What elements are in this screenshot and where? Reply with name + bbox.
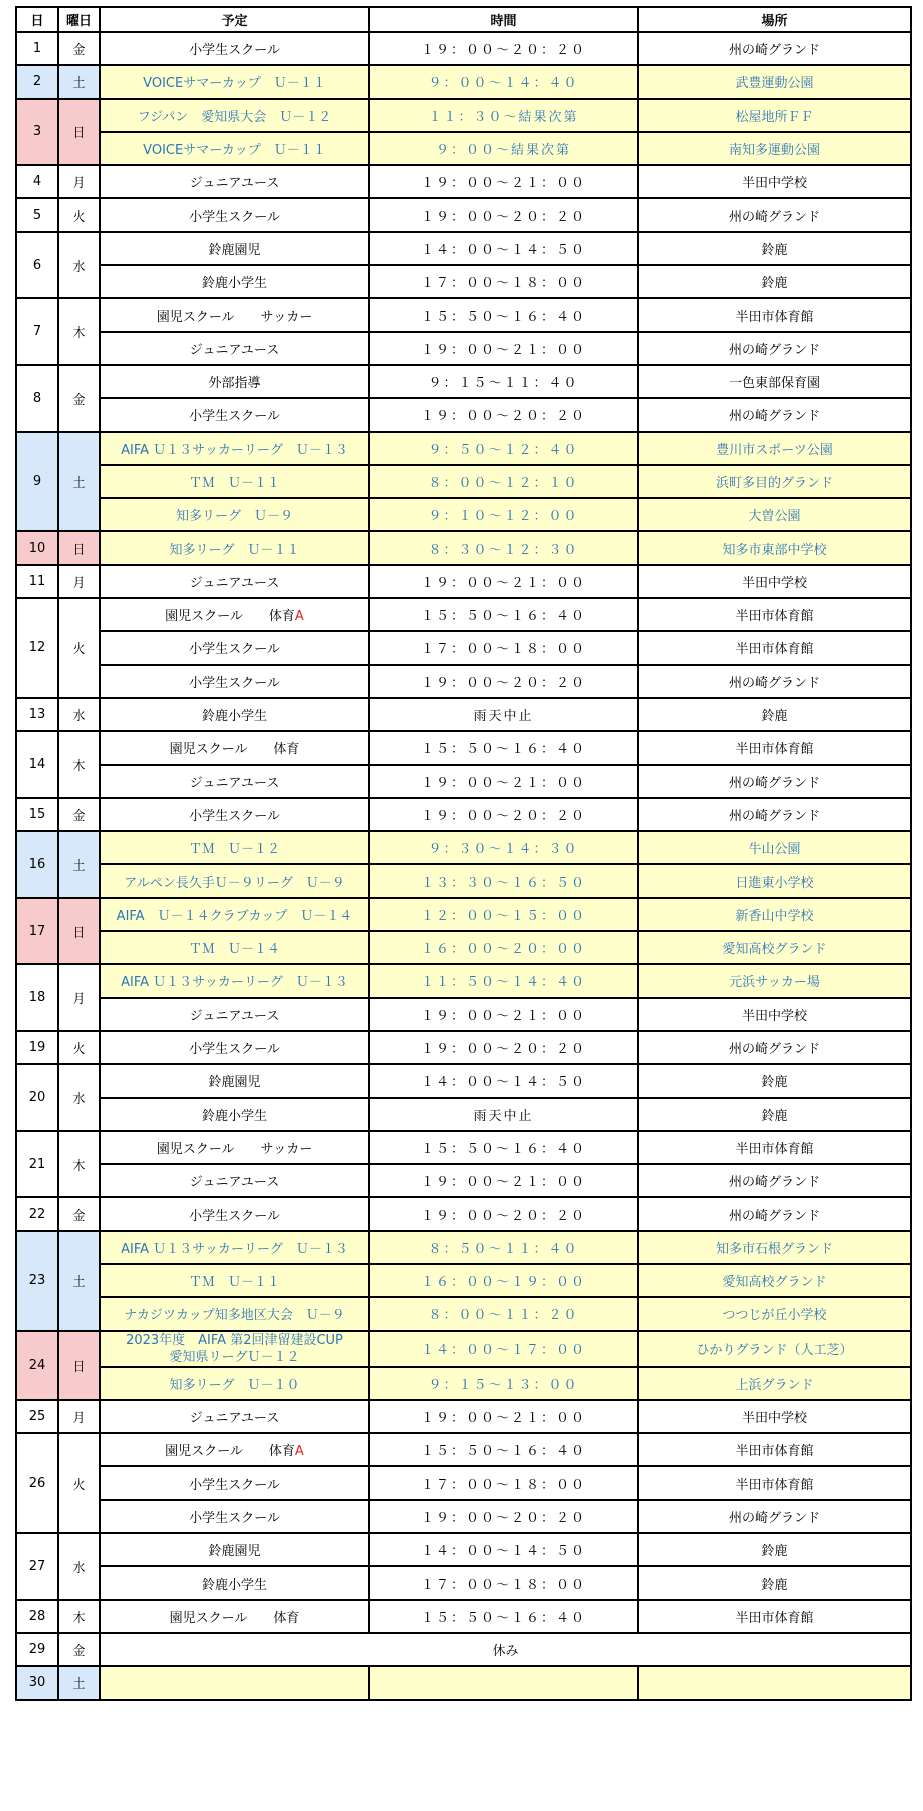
event-line-1: 2023年度 AIFA 第2回津留建設CUP xyxy=(126,1332,343,1348)
time-cell: ８：００～１２：１０ xyxy=(369,465,638,498)
time-cell: １２：００～１５：００ xyxy=(369,898,638,931)
event-cell: 知多リーグ Ｕ－１０ xyxy=(100,1367,369,1400)
time-cell: ８：３０～１２：３０ xyxy=(369,531,638,564)
place-cell: 半田中学校 xyxy=(638,1400,911,1433)
table-row xyxy=(16,798,911,831)
event-cell: ジュニアユース xyxy=(100,332,369,365)
weekday-cell: 月 xyxy=(58,964,100,1031)
event-cell: 小学生スクール xyxy=(100,1500,369,1533)
weekday-cell: 月 xyxy=(58,565,100,598)
place-cell: 半田中学校 xyxy=(638,165,911,198)
place-cell: 鈴鹿 xyxy=(638,1533,911,1566)
day-cell: 29 xyxy=(16,1633,58,1666)
place-cell: 元浜サッカー場 xyxy=(638,964,911,997)
event-cell: 小学生スクール xyxy=(100,32,369,65)
place-cell: つつじが丘小学校 xyxy=(638,1297,911,1330)
time-cell: ９：３０～１４：３０ xyxy=(369,831,638,864)
day-cell: 4 xyxy=(16,165,58,198)
event-cell: 鈴鹿園児 xyxy=(100,1064,369,1097)
table-row xyxy=(16,398,911,431)
table-row xyxy=(16,1566,911,1599)
place-cell: 半田中学校 xyxy=(638,998,911,1031)
table-row xyxy=(16,698,911,731)
event-cell: VOICEサマーカップ Ｕ－１１ xyxy=(100,65,369,98)
table-row xyxy=(16,531,911,564)
event-cell: ジュニアユース xyxy=(100,1400,369,1433)
weekday-cell: 金 xyxy=(58,1633,100,1666)
table-row xyxy=(16,1164,911,1197)
table-row xyxy=(16,1367,911,1400)
event-cell: ＴＭ Ｕ－１１ xyxy=(100,1264,369,1297)
header-row xyxy=(16,7,911,32)
weekday-cell: 水 xyxy=(58,232,100,299)
time-cell: １４：００～１４：５０ xyxy=(369,1064,638,1097)
header-event: 予定 xyxy=(100,7,369,32)
time-cell: １５：５０～１６：４０ xyxy=(369,1433,638,1466)
table-row xyxy=(16,598,911,631)
table-row xyxy=(16,665,911,698)
place-cell: ひかりグランド（人工芝） xyxy=(638,1331,911,1367)
day-cell: 17 xyxy=(16,898,58,965)
time-cell: １９：００～２０：２０ xyxy=(369,1031,638,1064)
time-cell: １４：００～１７：００ xyxy=(369,1331,638,1367)
table-row xyxy=(16,1197,911,1230)
day-cell: 20 xyxy=(16,1064,58,1131)
day-cell: 3 xyxy=(16,99,58,166)
weekday-cell: 土 xyxy=(58,1666,100,1699)
event-cell: 園児スクール サッカー xyxy=(100,298,369,331)
time-cell: １３：３０～１６：５０ xyxy=(369,864,638,897)
table-row xyxy=(16,998,911,1031)
weekday-cell: 水 xyxy=(58,698,100,731)
time-cell: １１：３０～結果次第 xyxy=(369,99,638,132)
day-cell: 1 xyxy=(16,32,58,65)
event-line-2: 愛知県リーグＵ－１２ xyxy=(169,1349,300,1365)
table-row xyxy=(16,332,911,365)
time-cell: １９：００～２１：００ xyxy=(369,998,638,1031)
event-cell: 小学生スクール xyxy=(100,1031,369,1064)
event-text: 園児スクール 体育 xyxy=(165,609,295,625)
day-cell: 11 xyxy=(16,565,58,598)
place-cell: 半田市体育館 xyxy=(638,1433,911,1466)
event-cell: ジュニアユース xyxy=(100,765,369,798)
time-cell: 雨天中止 xyxy=(369,698,638,731)
event-cell: ＴＭ Ｕ－１４ xyxy=(100,931,369,964)
time-cell: ９：００～１４：４０ xyxy=(369,65,638,98)
place-cell: 松屋地所ＦＦ xyxy=(638,99,911,132)
time-cell: １９：００～２０：２０ xyxy=(369,198,638,231)
event-cell: 小学生スクール xyxy=(100,665,369,698)
place-cell: 半田中学校 xyxy=(638,565,911,598)
weekday-cell: 金 xyxy=(58,365,100,432)
header-day: 日 xyxy=(16,7,58,32)
time-cell: １７：００～１８：００ xyxy=(369,1466,638,1499)
table-row xyxy=(16,1331,911,1367)
day-cell: 26 xyxy=(16,1433,58,1533)
time-cell xyxy=(369,1666,638,1699)
place-cell: 州の崎グランド xyxy=(638,398,911,431)
place-cell: 愛知高校グランド xyxy=(638,1264,911,1297)
time-cell: １７：００～１８：００ xyxy=(369,265,638,298)
table-row xyxy=(16,631,911,664)
table-row xyxy=(16,1297,911,1330)
time-cell: ９：００～結果次第 xyxy=(369,132,638,165)
day-cell: 27 xyxy=(16,1533,58,1600)
time-cell: ９：１５～１３：００ xyxy=(369,1367,638,1400)
place-cell: 愛知高校グランド xyxy=(638,931,911,964)
time-cell: １９：００～２１：００ xyxy=(369,765,638,798)
header-time: 時間 xyxy=(369,7,638,32)
weekday-cell: 水 xyxy=(58,1533,100,1600)
event-cell: ジュニアユース xyxy=(100,998,369,1031)
time-cell: １１：５０～１４：４０ xyxy=(369,964,638,997)
weekday-cell: 日 xyxy=(58,1331,100,1400)
event-cell xyxy=(100,598,369,631)
table-row xyxy=(16,1400,911,1433)
event-cell: 小学生スクール xyxy=(100,398,369,431)
event-cell xyxy=(100,1331,369,1367)
place-cell: 半田市体育館 xyxy=(638,631,911,664)
time-cell: １９：００～２０：２０ xyxy=(369,798,638,831)
table-row xyxy=(16,864,911,897)
weekday-cell: 金 xyxy=(58,32,100,65)
place-cell: 鈴鹿 xyxy=(638,1064,911,1097)
header-weekday: 曜日 xyxy=(58,7,100,32)
event-cell: ＴＭ Ｕ－１２ xyxy=(100,831,369,864)
table-row xyxy=(16,731,911,764)
time-cell: １４：００～１４：５０ xyxy=(369,1533,638,1566)
place-cell: 武豊運動公園 xyxy=(638,65,911,98)
table-row xyxy=(16,465,911,498)
event-cell: 小学生スクール xyxy=(100,198,369,231)
table-row xyxy=(16,32,911,65)
weekday-cell: 日 xyxy=(58,531,100,564)
time-cell: １９：００～２１：００ xyxy=(369,1400,638,1433)
place-cell: 州の崎グランド xyxy=(638,1164,911,1197)
place-cell: 鈴鹿 xyxy=(638,1566,911,1599)
table-row xyxy=(16,1633,911,1666)
place-cell xyxy=(638,1666,911,1699)
table-row xyxy=(16,1600,911,1633)
event-cell: 鈴鹿小学生 xyxy=(100,1098,369,1131)
place-cell: 大曽公園 xyxy=(638,498,911,531)
event-cell: 知多リーグ Ｕ－９ xyxy=(100,498,369,531)
weekday-cell: 火 xyxy=(58,1433,100,1533)
day-cell: 5 xyxy=(16,198,58,231)
table-row xyxy=(16,931,911,964)
weekday-cell: 水 xyxy=(58,1064,100,1131)
event-cell: AIFA Ｕ１３サッカーリーグ Ｕ－１３ xyxy=(100,432,369,465)
time-cell: １９：００～２０：２０ xyxy=(369,1500,638,1533)
day-cell: 7 xyxy=(16,298,58,365)
table-row xyxy=(16,964,911,997)
header-place: 場所 xyxy=(638,7,911,32)
event-accent: A xyxy=(294,609,304,625)
table-row xyxy=(16,1098,911,1131)
day-cell: 16 xyxy=(16,831,58,898)
place-cell: 一色東部保育園 xyxy=(638,365,911,398)
weekday-cell: 月 xyxy=(58,165,100,198)
event-cell: ジュニアユース xyxy=(100,165,369,198)
table-row xyxy=(16,1533,911,1566)
time-cell: １５：５０～１６：４０ xyxy=(369,731,638,764)
time-cell: １５：５０～１６：４０ xyxy=(369,298,638,331)
day-cell: 9 xyxy=(16,432,58,532)
place-cell: 鈴鹿 xyxy=(638,1098,911,1131)
event-cell: ジュニアユース xyxy=(100,565,369,598)
time-cell: １５：５０～１６：４０ xyxy=(369,1131,638,1164)
time-cell: １９：００～２０：２０ xyxy=(369,398,638,431)
event-cell: アルペン長久手Ｕ－９リーグ Ｕ－９ xyxy=(100,864,369,897)
time-cell: １５：５０～１６：４０ xyxy=(369,598,638,631)
table-row xyxy=(16,1131,911,1164)
day-cell: 14 xyxy=(16,731,58,798)
time-cell: １９：００～２１：００ xyxy=(369,565,638,598)
place-cell: 上浜グランド xyxy=(638,1367,911,1400)
time-cell: １９：００～２０：２０ xyxy=(369,1197,638,1230)
place-cell: 州の崎グランド xyxy=(638,765,911,798)
place-cell: 州の崎グランド xyxy=(638,1197,911,1230)
event-cell: 小学生スクール xyxy=(100,631,369,664)
weekday-cell: 木 xyxy=(58,731,100,798)
event-text: 園児スクール 体育 xyxy=(165,1444,295,1460)
time-cell: １６：００～２０：００ xyxy=(369,931,638,964)
time-cell: １９：００～２１：００ xyxy=(369,1164,638,1197)
time-cell: １９：００～２０：２０ xyxy=(369,665,638,698)
time-cell: １９：００～２０：２０ xyxy=(369,32,638,65)
time-cell: １５：５０～１６：４０ xyxy=(369,1600,638,1633)
weekday-cell: 日 xyxy=(58,898,100,965)
table-row xyxy=(16,165,911,198)
event-cell: AIFA Ｕ１３サッカーリーグ Ｕ－１３ xyxy=(100,964,369,997)
table-row xyxy=(16,1264,911,1297)
day-cell: 13 xyxy=(16,698,58,731)
place-cell: 日進東小学校 xyxy=(638,864,911,897)
day-cell: 30 xyxy=(16,1666,58,1699)
table-row xyxy=(16,232,911,265)
table-row xyxy=(16,765,911,798)
event-cell: AIFA Ｕ１３サッカーリーグ Ｕ－１３ xyxy=(100,1231,369,1264)
day-cell: 23 xyxy=(16,1231,58,1331)
place-cell: 浜町多目的グランド xyxy=(638,465,911,498)
weekday-cell: 火 xyxy=(58,1031,100,1064)
place-cell: 知多市石根グランド xyxy=(638,1231,911,1264)
place-cell: 州の崎グランド xyxy=(638,1031,911,1064)
event-cell: フジパン 愛知県大会 Ｕ－１２ xyxy=(100,99,369,132)
day-cell: 25 xyxy=(16,1400,58,1433)
table-row xyxy=(16,265,911,298)
place-cell: 州の崎グランド xyxy=(638,665,911,698)
day-cell: 21 xyxy=(16,1131,58,1198)
weekday-cell: 金 xyxy=(58,798,100,831)
place-cell: 鈴鹿 xyxy=(638,232,911,265)
place-cell: 州の崎グランド xyxy=(638,1500,911,1533)
time-cell: １９：００～２１：００ xyxy=(369,332,638,365)
weekday-cell: 金 xyxy=(58,1197,100,1230)
day-cell: 28 xyxy=(16,1600,58,1633)
table-row xyxy=(16,132,911,165)
weekday-cell: 火 xyxy=(58,598,100,698)
day-cell: 24 xyxy=(16,1331,58,1400)
table-row xyxy=(16,1433,911,1466)
table-row xyxy=(16,365,911,398)
weekday-cell: 火 xyxy=(58,198,100,231)
event-accent: A xyxy=(294,1444,304,1460)
place-cell: 半田市体育館 xyxy=(638,598,911,631)
event-cell: 園児スクール サッカー xyxy=(100,1131,369,1164)
table-row xyxy=(16,1031,911,1064)
event-cell: 外部指導 xyxy=(100,365,369,398)
weekday-cell: 木 xyxy=(58,1600,100,1633)
weekday-cell: 土 xyxy=(58,432,100,532)
place-cell: 州の崎グランド xyxy=(638,198,911,231)
table-row xyxy=(16,298,911,331)
place-cell: 半田市体育館 xyxy=(638,1131,911,1164)
weekday-cell: 土 xyxy=(58,1231,100,1331)
weekday-cell: 土 xyxy=(58,831,100,898)
event-cell xyxy=(100,1433,369,1466)
day-cell: 10 xyxy=(16,531,58,564)
day-cell: 6 xyxy=(16,232,58,299)
weekday-cell: 月 xyxy=(58,1400,100,1433)
event-cell: ＴＭ Ｕ－１１ xyxy=(100,465,369,498)
event-cell: 小学生スクール xyxy=(100,1466,369,1499)
weekday-cell: 木 xyxy=(58,1131,100,1198)
table-row xyxy=(16,198,911,231)
event-cell xyxy=(100,1666,369,1699)
time-cell: ９：１５～１１：４０ xyxy=(369,365,638,398)
table-row xyxy=(16,898,911,931)
time-cell: 雨天中止 xyxy=(369,1098,638,1131)
place-cell: 鈴鹿 xyxy=(638,265,911,298)
day-cell: 8 xyxy=(16,365,58,432)
event-cell: 園児スクール 体育 xyxy=(100,1600,369,1633)
event-cell: 園児スクール 体育 xyxy=(100,731,369,764)
place-cell: 州の崎グランド xyxy=(638,32,911,65)
time-cell: １７：００～１８：００ xyxy=(369,1566,638,1599)
table-row xyxy=(16,1666,911,1699)
place-cell: 州の崎グランド xyxy=(638,798,911,831)
day-cell: 18 xyxy=(16,964,58,1031)
time-cell: ８：００～１１：２０ xyxy=(369,1297,638,1330)
event-cell: 鈴鹿小学生 xyxy=(100,265,369,298)
place-cell: 牛山公園 xyxy=(638,831,911,864)
event-cell: 小学生スクール xyxy=(100,798,369,831)
event-cell: VOICEサマーカップ Ｕ－１１ xyxy=(100,132,369,165)
day-cell: 15 xyxy=(16,798,58,831)
time-cell: １７：００～１８：００ xyxy=(369,631,638,664)
day-cell: 19 xyxy=(16,1031,58,1064)
table-row xyxy=(16,65,911,98)
table-row xyxy=(16,1064,911,1097)
event-cell: 知多リーグ Ｕ－１１ xyxy=(100,531,369,564)
time-cell: ９：１０～１２：００ xyxy=(369,498,638,531)
place-cell: 半田市体育館 xyxy=(638,1600,911,1633)
table-row xyxy=(16,1466,911,1499)
time-cell: ９：５０～１２：４０ xyxy=(369,432,638,465)
day-cell: 2 xyxy=(16,65,58,98)
rest-day-cell: 休み xyxy=(100,1633,911,1666)
event-cell: ナカジツカップ知多地区大会 Ｕ－９ xyxy=(100,1297,369,1330)
event-cell: AIFA Ｕ－１４クラブカップ Ｕ－１４ xyxy=(100,898,369,931)
place-cell: 豊川市スポーツ公園 xyxy=(638,432,911,465)
table-row xyxy=(16,498,911,531)
schedule-table xyxy=(15,6,912,1701)
time-cell: １４：００～１４：５０ xyxy=(369,232,638,265)
event-cell: 鈴鹿小学生 xyxy=(100,698,369,731)
event-cell: 鈴鹿園児 xyxy=(100,1533,369,1566)
event-cell: ジュニアユース xyxy=(100,1164,369,1197)
weekday-cell: 木 xyxy=(58,298,100,365)
place-cell: 知多市東部中学校 xyxy=(638,531,911,564)
place-cell: 新香山中学校 xyxy=(638,898,911,931)
place-cell: 鈴鹿 xyxy=(638,698,911,731)
place-cell: 州の崎グランド xyxy=(638,332,911,365)
event-cell: 鈴鹿園児 xyxy=(100,232,369,265)
place-cell: 半田市体育館 xyxy=(638,298,911,331)
table-row xyxy=(16,99,911,132)
table-row xyxy=(16,1500,911,1533)
time-cell: １９：００～２１：００ xyxy=(369,165,638,198)
place-cell: 半田市体育館 xyxy=(638,1466,911,1499)
table-row xyxy=(16,565,911,598)
table-row xyxy=(16,432,911,465)
place-cell: 南知多運動公園 xyxy=(638,132,911,165)
table-row xyxy=(16,1231,911,1264)
day-cell: 12 xyxy=(16,598,58,698)
weekday-cell: 土 xyxy=(58,65,100,98)
table-row xyxy=(16,831,911,864)
place-cell: 半田市体育館 xyxy=(638,731,911,764)
time-cell: ８：５０～１１：４０ xyxy=(369,1231,638,1264)
weekday-cell: 日 xyxy=(58,99,100,166)
time-cell: １６：００～１９：００ xyxy=(369,1264,638,1297)
event-cell: 鈴鹿小学生 xyxy=(100,1566,369,1599)
day-cell: 22 xyxy=(16,1197,58,1230)
event-cell: 小学生スクール xyxy=(100,1197,369,1230)
